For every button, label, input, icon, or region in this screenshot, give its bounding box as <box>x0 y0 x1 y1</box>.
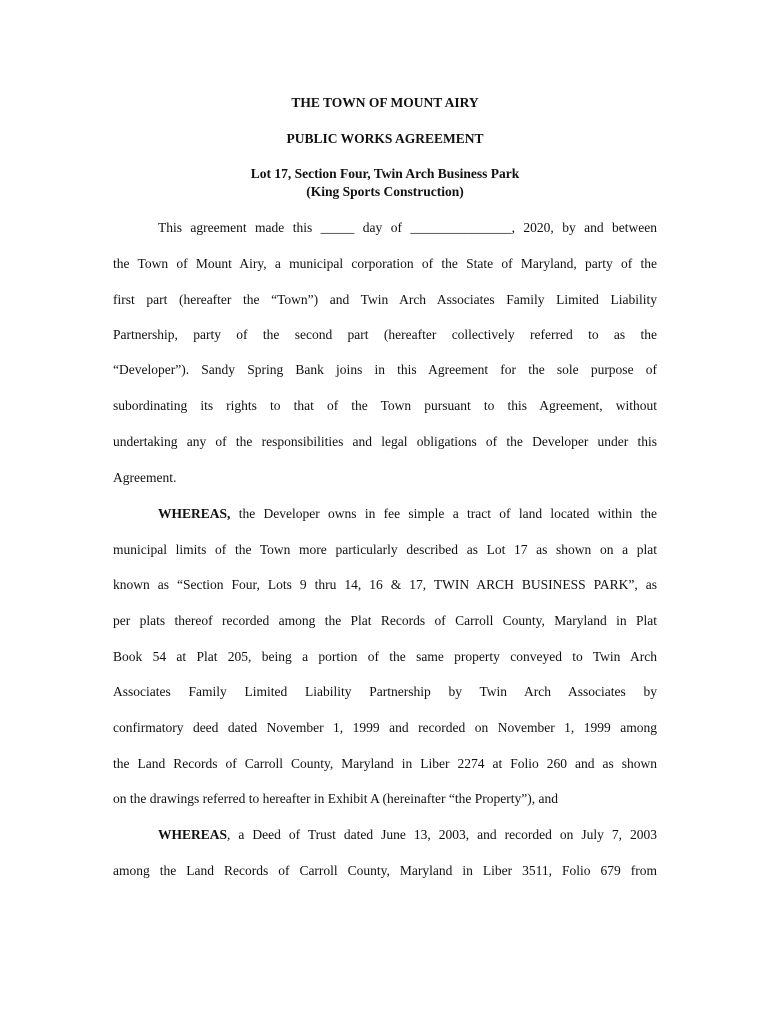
agreement-title: PUBLIC WORKS AGREEMENT <box>286 131 484 146</box>
paragraph3-first-text: , a Deed of Trust dated June 13, 2003, and recorded on July 7, 2003 <box>227 827 657 842</box>
paragraph2-line: Book 54 at Plat 205, being a portion of the same property conveyed to Twin Arch <box>113 649 657 664</box>
paragraph2-line: confirmatory deed dated November 1, 1999 and recorded on November 1, 1999 among <box>113 720 657 735</box>
paragraph2-first-text: the Developer owns in fee simple a tract of land located within the <box>230 506 657 521</box>
paragraph3-first-line <box>158 826 657 844</box>
paragraph1-line: subordinating its rights to that of the Town pursuant to this Agreement, without <box>113 398 657 413</box>
paragraph1-line: Agreement. <box>113 470 177 485</box>
paragraph1-line: first part (hereafter the “Town”) and Twin Arch Associates Family Limited Liability <box>113 292 657 307</box>
whereas-lead: WHEREAS <box>158 827 228 842</box>
paragraph2-first-line <box>158 505 657 523</box>
paragraph1-line: This agreement made this _____ day of _______________, 2020, by and between <box>158 220 657 235</box>
paragraph2-line: on the drawings referred to hereafter in Exhibit A (hereinafter “the Property”), and <box>113 791 558 806</box>
paragraph3-line: among the Land Records of Carroll County, Maryland in Liber 3511, Folio 679 from <box>113 863 657 878</box>
paragraph2-line: municipal limits of the Town more particularly described as Lot 17 as shown on a plat <box>113 542 657 557</box>
paragraph1-line: “Developer”). Sandy Spring Bank joins in this Agreement for the sole purpose of <box>113 362 657 377</box>
paragraph2-line: known as “Section Four, Lots 9 thru 14, 16 & 17, TWIN ARCH BUSINESS PARK”, as <box>113 577 657 592</box>
lot-subtitle: Lot 17, Section Four, Twin Arch Business Park <box>250 166 520 181</box>
town-heading: THE TOWN OF MOUNT AIRY <box>291 95 479 110</box>
company-subtitle: (King Sports Construction) <box>306 184 464 199</box>
paragraph2-line: the Land Records of Carroll County, Maryland in Liber 2274 at Folio 260 and as shown <box>113 756 657 771</box>
paragraph1-line: the Town of Mount Airy, a municipal corporation of the State of Maryland, party of the <box>113 256 657 271</box>
paragraph2-line: per plats thereof recorded among the Plat Records of Carroll County, Maryland in Plat <box>113 613 657 628</box>
whereas-lead: WHEREAS, <box>158 506 231 521</box>
paragraph1-line: Partnership, party of the second part (hereafter collectively referred to as the <box>113 327 657 342</box>
paragraph2-line: Associates Family Limited Liability Partnership by Twin Arch Associates by <box>113 684 657 699</box>
paragraph1-line: undertaking any of the responsibilities and legal obligations of the Developer under this <box>113 434 657 449</box>
